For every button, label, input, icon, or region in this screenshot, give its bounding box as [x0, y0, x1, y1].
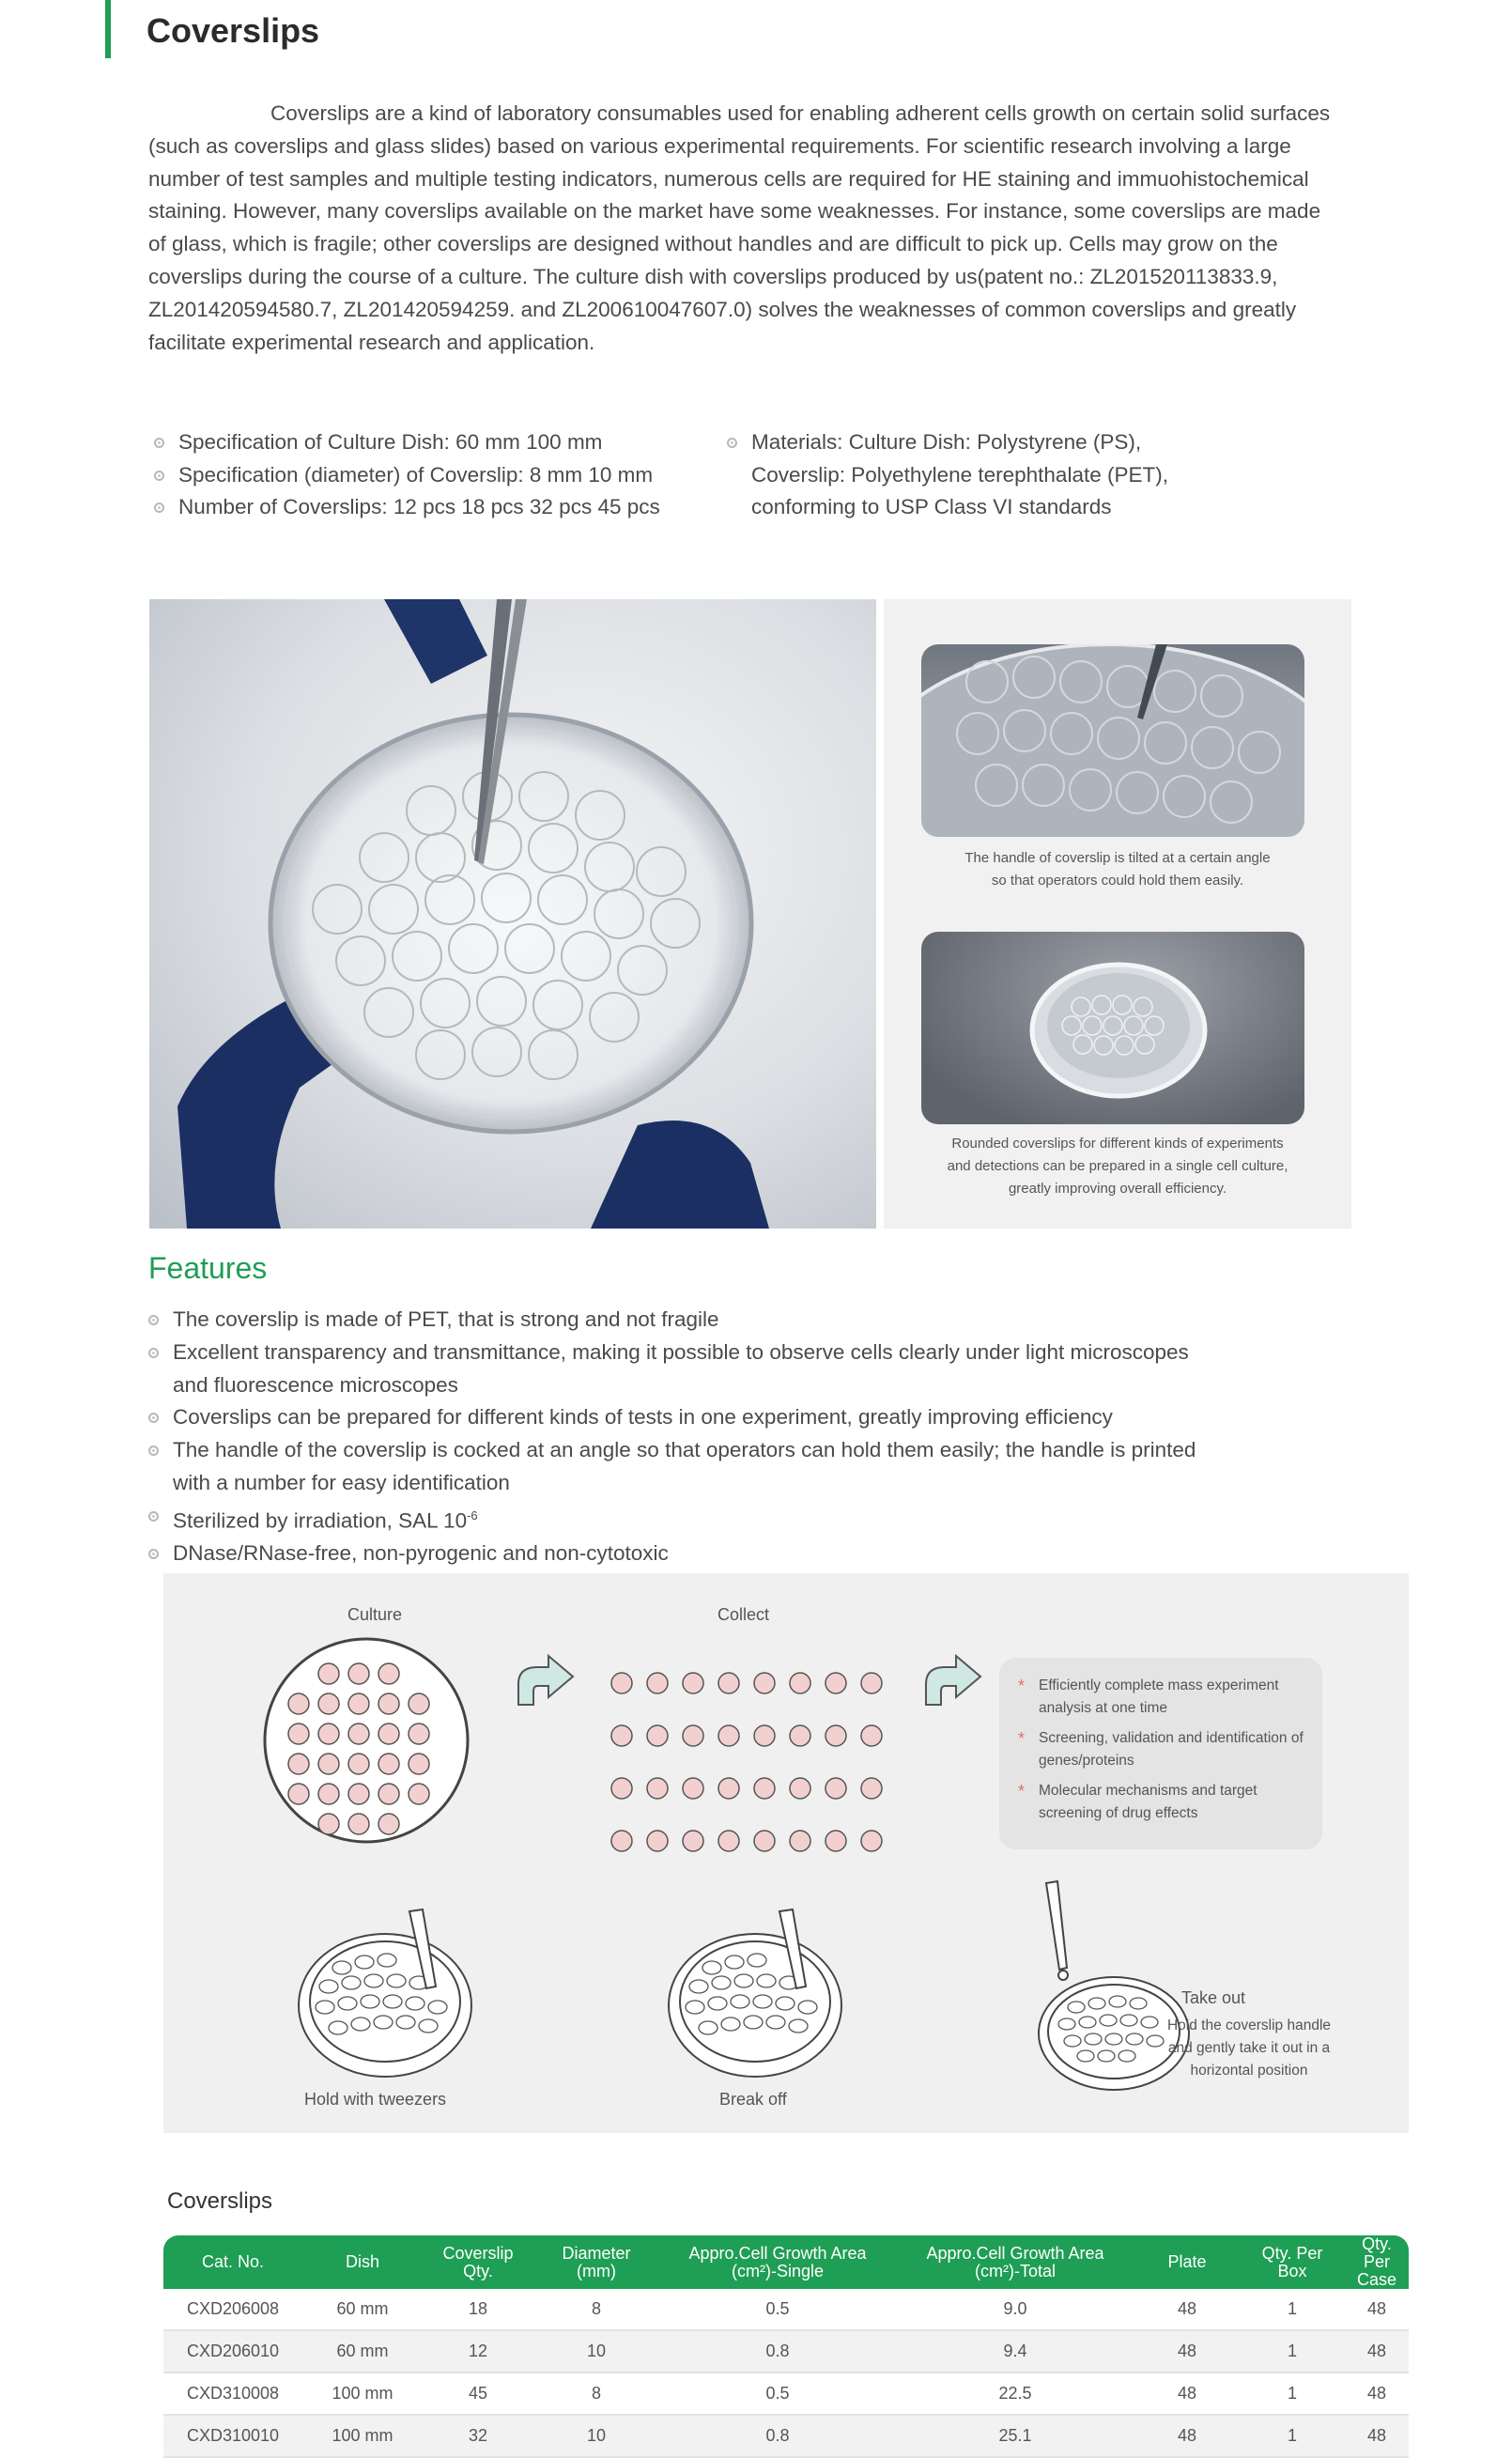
- bullet-icon: [148, 1413, 159, 1423]
- bullet-icon: [148, 1445, 159, 1456]
- take-out-label: Take out: [1181, 1988, 1246, 2007]
- cell-dish: 60 mm: [302, 2289, 423, 2330]
- product-photo-main: [149, 599, 876, 1229]
- spec-text: Materials: Culture Dish: Polystyrene (PS),: [751, 430, 1142, 454]
- cell-dia: 10: [533, 2330, 659, 2373]
- take-out-text: and gently take it out in a: [1167, 2040, 1331, 2056]
- benefit-item: [1018, 1675, 1320, 1720]
- feature-text: DNase/RNase-free, non-pyrogenic and non-cytotoxic: [173, 1541, 669, 1566]
- header-text: Qty.: [463, 2261, 493, 2280]
- list-item: [150, 491, 733, 524]
- caption-line: greatly improving overall efficiency.: [1008, 1181, 1227, 1197]
- spec-list-right: [723, 426, 1249, 524]
- list-item: [148, 1538, 1257, 1570]
- cell-single: 0.5: [659, 2373, 896, 2415]
- header-plate: Plate: [1134, 2235, 1240, 2289]
- list-item: [148, 1500, 1257, 1538]
- star-icon: *: [1018, 1782, 1026, 1801]
- dish-closeup-illustration: [921, 644, 1304, 837]
- feature-text-continued: with a number for easy identification: [173, 1470, 510, 1494]
- cell-plate: 48: [1134, 2289, 1240, 2330]
- list-item: [150, 459, 733, 492]
- collect-label: Collect: [717, 1605, 770, 1624]
- feature-text: The coverslip is made of PET, that is strong and not fragile: [173, 1307, 719, 1331]
- benefit-item: [1018, 1727, 1320, 1772]
- spec-list-left: [150, 426, 733, 524]
- take-out-text: Hold the coverslip handle: [1166, 2017, 1332, 2033]
- header-text: Coverslip: [442, 2243, 514, 2263]
- table-row: [163, 2330, 1409, 2373]
- caption-line: and detections can be prepared in a single cell culture,: [947, 1158, 1288, 1174]
- header-dish: Dish: [302, 2235, 423, 2289]
- header-text: Qty. Per: [1261, 2243, 1323, 2263]
- bullet-icon: [154, 438, 164, 448]
- table-title: Coverslips: [167, 2188, 273, 2214]
- header-diameter: [533, 2235, 659, 2289]
- page-title: Coverslips: [147, 11, 320, 50]
- bullet-icon: [154, 502, 164, 513]
- header-text: (mm): [577, 2261, 616, 2280]
- header-text: Appro.Cell Growth Area: [926, 2243, 1104, 2263]
- cell-box: 1: [1240, 2330, 1345, 2373]
- list-item: [148, 1401, 1257, 1434]
- list-item: [148, 1304, 1257, 1337]
- benefit-text: Efficiently complete mass experiment: [1039, 1677, 1279, 1693]
- spec-text: Number of Coverslips: 12 pcs 18 pcs 32 pcs 45 pcs: [178, 495, 660, 519]
- take-out-description: [1136, 2015, 1362, 2082]
- hold-tweezers-label: Hold with tweezers: [304, 2090, 447, 2109]
- cell-case: 48: [1345, 2289, 1409, 2330]
- cell-total: 9.4: [896, 2330, 1134, 2373]
- feature-text: Excellent transparency and transmittance, making it possible to observe cells clearly under light microscopes: [173, 1339, 1189, 1364]
- cell-cat: CXD310010: [163, 2415, 302, 2457]
- header-text: Box: [1277, 2261, 1307, 2280]
- cell-single: 0.5: [659, 2289, 896, 2330]
- benefits-box: [999, 1658, 1322, 1849]
- cell-dish: 100 mm: [302, 2373, 423, 2415]
- cell-box: 1: [1240, 2415, 1345, 2457]
- header-qty: [423, 2235, 533, 2289]
- table-header-row: [163, 2235, 1409, 2289]
- list-item: [148, 1434, 1257, 1467]
- cell-case: 48: [1345, 2415, 1409, 2457]
- feature-superscript: -6: [467, 1507, 478, 1523]
- cell-plate: 48: [1134, 2330, 1240, 2373]
- benefit-text: screening of drug effects: [1039, 1805, 1198, 1821]
- workflow-diagram: [163, 1573, 1409, 2133]
- features-heading: Features: [148, 1251, 268, 1285]
- intro-paragraph: Coverslips are a kind of laboratory consumables used for enabling adherent cells growth on certain solid surfaces (such as coverslips and glass slides) based on various experimental requirements. For scientific research involving a large number of test samples and multiple testing indicators, numerous cells are required for HE staining and immuohistochemical staining. However, many coverslips available on the market have some weaknesses. For instance, some coverslips are made of glass, which is fragile; other coverslips are designed without handles and are difficult to pick up. Cells may grow on the coverslips during the course of a culture. The culture dish with coverslips produced by us(patent no.: ZL201520113833.9, ZL201420594580.7, ZL201420594259. and ZL200610047607.0) solves the weaknesses of common coverslips and greatly facilitate experimental research and application.: [148, 101, 1331, 354]
- photo-tilted-handle: [921, 644, 1304, 837]
- table-row: [163, 2415, 1409, 2457]
- spec-text-line: conforming to USP Class VI standards: [751, 495, 1112, 519]
- header-text: Case: [1356, 2270, 1397, 2289]
- bullet-icon: [148, 1348, 159, 1358]
- take-out-text: horizontal position: [1190, 2063, 1308, 2079]
- cell-qty: 18: [423, 2289, 533, 2330]
- cell-dia: 8: [533, 2289, 659, 2330]
- cell-total: 9.0: [896, 2289, 1134, 2330]
- cell-plate: 48: [1134, 2415, 1240, 2457]
- star-icon: *: [1018, 1677, 1026, 1695]
- header-text: Appro.Cell Growth Area: [688, 2243, 867, 2263]
- benefit-text: genes/proteins: [1039, 1753, 1134, 1769]
- cell-dia: 10: [533, 2415, 659, 2457]
- spec-text: Specification of Culture Dish: 60 mm 100 mm: [178, 430, 603, 454]
- benefit-text: Screening, validation and identification of: [1039, 1730, 1304, 1746]
- list-item: [150, 426, 733, 459]
- culture-label: Culture: [347, 1605, 403, 1624]
- caption-line: so that operators could hold them easily.: [991, 873, 1244, 889]
- break-off-label: Break off: [719, 2090, 787, 2109]
- hold-tweezers-illustration: [299, 1909, 471, 2077]
- cell-single: 0.8: [659, 2415, 896, 2457]
- header-text: Qty. Per: [1362, 2234, 1392, 2271]
- caption-top: [884, 847, 1351, 892]
- petri-dish-illustration: [149, 599, 876, 1229]
- list-item: [148, 1337, 1257, 1369]
- caption-bottom: [884, 1133, 1351, 1200]
- cell-qty: 45: [423, 2373, 533, 2415]
- product-table: [163, 2235, 1409, 2458]
- table-row: [163, 2373, 1409, 2415]
- list-item: [723, 426, 1249, 459]
- bullet-icon: [148, 1511, 159, 1522]
- bullet-icon: [727, 438, 737, 448]
- benefit-text: Molecular mechanisms and target: [1039, 1783, 1257, 1799]
- cell-cat: CXD206008: [163, 2289, 302, 2330]
- header-text: (cm²)-Single: [731, 2261, 824, 2280]
- header-cat: Cat. No.: [163, 2235, 302, 2289]
- caption-line: Rounded coverslips for different kinds of experiments: [951, 1136, 1284, 1152]
- arrow-icon: [518, 1656, 573, 1705]
- collected-coverslips-grid: [611, 1673, 882, 1851]
- spec-text-line: Coverslip: Polyethylene terephthalate (PET),: [751, 462, 1168, 487]
- cell-qty: 12: [423, 2330, 533, 2373]
- culture-dish-icon: [265, 1639, 468, 1842]
- benefit-item: [1018, 1780, 1320, 1825]
- title-accent-bar: [105, 0, 111, 58]
- header-case: [1345, 2235, 1409, 2289]
- photo-rounded-coverslips: [921, 932, 1304, 1124]
- cell-total: 25.1: [896, 2415, 1134, 2457]
- header-area-single: [659, 2235, 896, 2289]
- cell-cat: CXD206010: [163, 2330, 302, 2373]
- cell-total: 22.5: [896, 2373, 1134, 2415]
- header-text: Diameter: [562, 2243, 631, 2263]
- feature-text: Coverslips can be prepared for different kinds of tests in one experiment, greatly improving efficiency: [173, 1405, 1113, 1430]
- header-area-total: [896, 2235, 1134, 2289]
- features-list: [148, 1304, 1257, 1570]
- cell-cat: CXD310008: [163, 2373, 302, 2415]
- cell-box: 1: [1240, 2289, 1345, 2330]
- cell-box: 1: [1240, 2373, 1345, 2415]
- arrow-icon: [926, 1656, 980, 1705]
- feature-text-continued: and fluorescence microscopes: [173, 1372, 458, 1397]
- bullet-icon: [148, 1315, 159, 1325]
- cell-plate: 48: [1134, 2373, 1240, 2415]
- feature-text: Sterilized by irradiation, SAL 10: [173, 1508, 468, 1533]
- cell-case: 48: [1345, 2373, 1409, 2415]
- table-row: [163, 2289, 1409, 2330]
- cell-dish: 60 mm: [302, 2330, 423, 2373]
- caption-line: The handle of coverslip is tilted at a certain angle: [964, 850, 1271, 866]
- cell-qty: 32: [423, 2415, 533, 2457]
- benefit-text: analysis at one time: [1039, 1700, 1167, 1716]
- bullet-icon: [148, 1549, 159, 1559]
- star-icon: *: [1018, 1729, 1026, 1748]
- cell-dish: 100 mm: [302, 2415, 423, 2457]
- feature-text: The handle of the coverslip is cocked at an angle so that operators can hold them easily; the handle is printed: [173, 1438, 1196, 1462]
- header-box: [1240, 2235, 1345, 2289]
- side-photo-panel: [884, 599, 1351, 1229]
- break-off-illustration: [669, 1909, 841, 2077]
- cell-single: 0.8: [659, 2330, 896, 2373]
- bullet-icon: [154, 471, 164, 481]
- spec-text: Specification (diameter) of Coverslip: 8 mm 10 mm: [178, 462, 654, 487]
- small-dish-illustration: [921, 932, 1304, 1124]
- cell-case: 48: [1345, 2330, 1409, 2373]
- cell-dia: 8: [533, 2373, 659, 2415]
- header-text: (cm²)-Total: [975, 2261, 1056, 2280]
